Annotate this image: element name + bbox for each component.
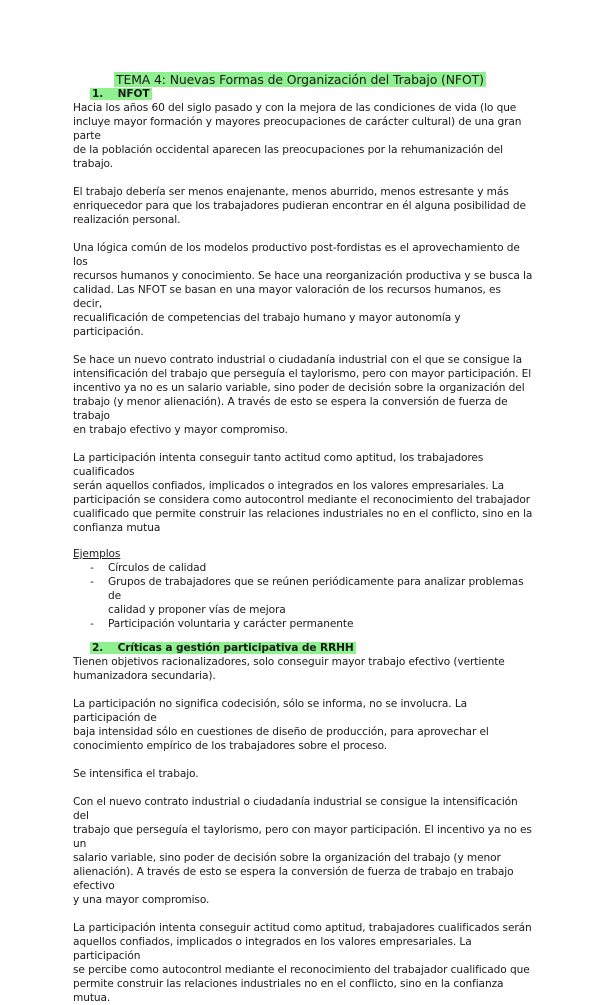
text-line: trabajo (y menor alienación). A través de esto se espera la conversión de fuerza de trabajo <box>73 396 508 422</box>
list-item-text: calidad y proponer vías de mejora <box>108 604 286 616</box>
text-line: de la población occidental aparecen las preocupaciones por la rehumanización del trabajo. <box>73 144 503 170</box>
text-line: se percibe como autocontrol mediante el reconocimiento del trabajador cualificado que <box>73 964 530 976</box>
section-1-number: 1. <box>92 88 104 100</box>
text-line: y una mayor compromiso. <box>73 894 210 906</box>
section-1-title: NFOT <box>117 88 150 100</box>
text-line: humanizadora secundaria). <box>73 670 216 682</box>
text-line: recualificación de competencias del trabajo humano y mayor autonomía y participación. <box>73 312 461 338</box>
section-2-highlight <box>90 642 356 654</box>
paragraph-1-1 <box>73 101 533 171</box>
section-2-number: 2. <box>92 642 104 654</box>
paragraph-2-1 <box>73 655 533 683</box>
title-highlight: TEMA 4: Nuevas Formas de Organización del Trabajo (NFOT) <box>116 72 484 87</box>
section-1-highlight <box>90 88 152 100</box>
paragraph-2-3 <box>73 767 533 781</box>
text-line: Hacia los años 60 del siglo pasado y con la mejora de las condiciones de vida (lo que <box>73 102 517 114</box>
paragraph-2-4 <box>73 795 533 907</box>
text-line: incluye mayor formación y mayores preocupaciones de carácter cultural) de una gran parte <box>73 116 522 142</box>
text-line: aquellos confiados, implicados o integrados en los valores empresariales. La participación <box>73 936 472 962</box>
text-line: intensificación del trabajo que perseguía el taylorismo, pero con mayor participación. El <box>73 368 532 380</box>
text-line: conocimiento empírico de los trabajadores sobre el proceso. <box>73 740 388 752</box>
text-line: Tienen objetivos racionalizadores, solo conseguir mayor trabajo efectivo (vertiente <box>73 656 505 668</box>
text-line: enriquecedor para que los trabajadores pudieran encontrar en él alguna posibilidad de <box>73 200 526 212</box>
text-line: Con el nuevo contrato industrial o ciudadanía industrial se consigue la intensificación del <box>73 796 518 822</box>
text-line: La participación no significa codecisión, sólo se informa, no se involucra. La participación de <box>73 698 468 724</box>
paragraph-2-5 <box>73 921 533 1005</box>
paragraph-1-3 <box>73 241 533 339</box>
text-line: salario variable, sino poder de decisión sobre la organización del trabajo (y menor <box>73 852 501 864</box>
section-2-title: Críticas a gestión participativa de RRHH <box>117 642 354 654</box>
text-line: Se intensifica el trabajo. <box>73 768 199 780</box>
text-line: confianza mutua <box>73 522 161 534</box>
paragraph-2-2 <box>73 697 533 753</box>
paragraph-1-4 <box>73 353 533 437</box>
text-line: La participación intenta conseguir actitud como aptitud, trabajadores cualificados serán <box>73 922 532 934</box>
text-line: serán aquellos confiados, implicados o integrados en los valores empresariales. La <box>73 480 504 492</box>
text-line: La participación intenta conseguir tanto actitud como aptitud, los trabajadores cualificados <box>73 452 484 478</box>
text-line: realización personal. <box>73 214 181 226</box>
text-line: calidad. Las NFOT se basan en una mayor valoración de los recursos humanos, es decir, <box>73 284 501 310</box>
text-line: baja intensidad sólo en cuestiones de diseño de producción, para aprovechar el <box>73 726 489 738</box>
list-item-text: - Participación voluntaria y carácter permanente <box>108 618 354 630</box>
text-line: Una lógica común de los modelos productivo post-fordistas es el aprovechamiento de los <box>73 242 520 268</box>
text-line: recursos humanos y conocimiento. Se hace una reorganización productiva y se busca la <box>73 270 533 282</box>
section-1-heading <box>73 87 533 101</box>
list-item-text: - Círculos de calidad <box>108 562 207 574</box>
text-line: participación se considera como autocontrol mediante el reconocimiento del trabajador <box>73 494 530 506</box>
list-item <box>90 617 533 631</box>
paragraph-1-5 <box>73 451 533 535</box>
text-line: permite construir las relaciones industriales no en el conflicto, sino en la confianza mutua. <box>73 978 504 1004</box>
document-title <box>114 72 533 87</box>
text-line: alienación). A través de esto se espera la conversión de fuerza de trabajo en trabajo efectivo <box>73 866 514 892</box>
text-line: Se hace un nuevo contrato industrial o ciudadanía industrial con el que se consigue la <box>73 354 523 366</box>
list-item-text: - Grupos de trabajadores que se reúnen periódicamente para analizar problemas de <box>108 576 524 602</box>
paragraph-1-2 <box>73 185 533 227</box>
examples-list <box>73 561 533 631</box>
text-line: El trabajo debería ser menos enajenante, menos aburrido, menos estresante y más <box>73 186 509 198</box>
text-line: cualificado que permite construir las relaciones industriales no en el conflicto, sino en la <box>73 508 533 520</box>
section-2-heading <box>73 641 533 655</box>
text-line: en trabajo efectivo y mayor compromiso. <box>73 424 288 436</box>
list-item <box>90 561 533 575</box>
text-line: trabajo que perseguía el taylorismo, pero con mayor participación. El incentivo ya no es un <box>73 824 532 850</box>
text-line: incentivo ya no es un salario variable, sino poder de decisión sobre la organización del <box>73 382 525 394</box>
list-item <box>90 575 533 617</box>
document-content <box>73 72 533 1005</box>
examples-label: Ejemplos <box>73 548 121 560</box>
